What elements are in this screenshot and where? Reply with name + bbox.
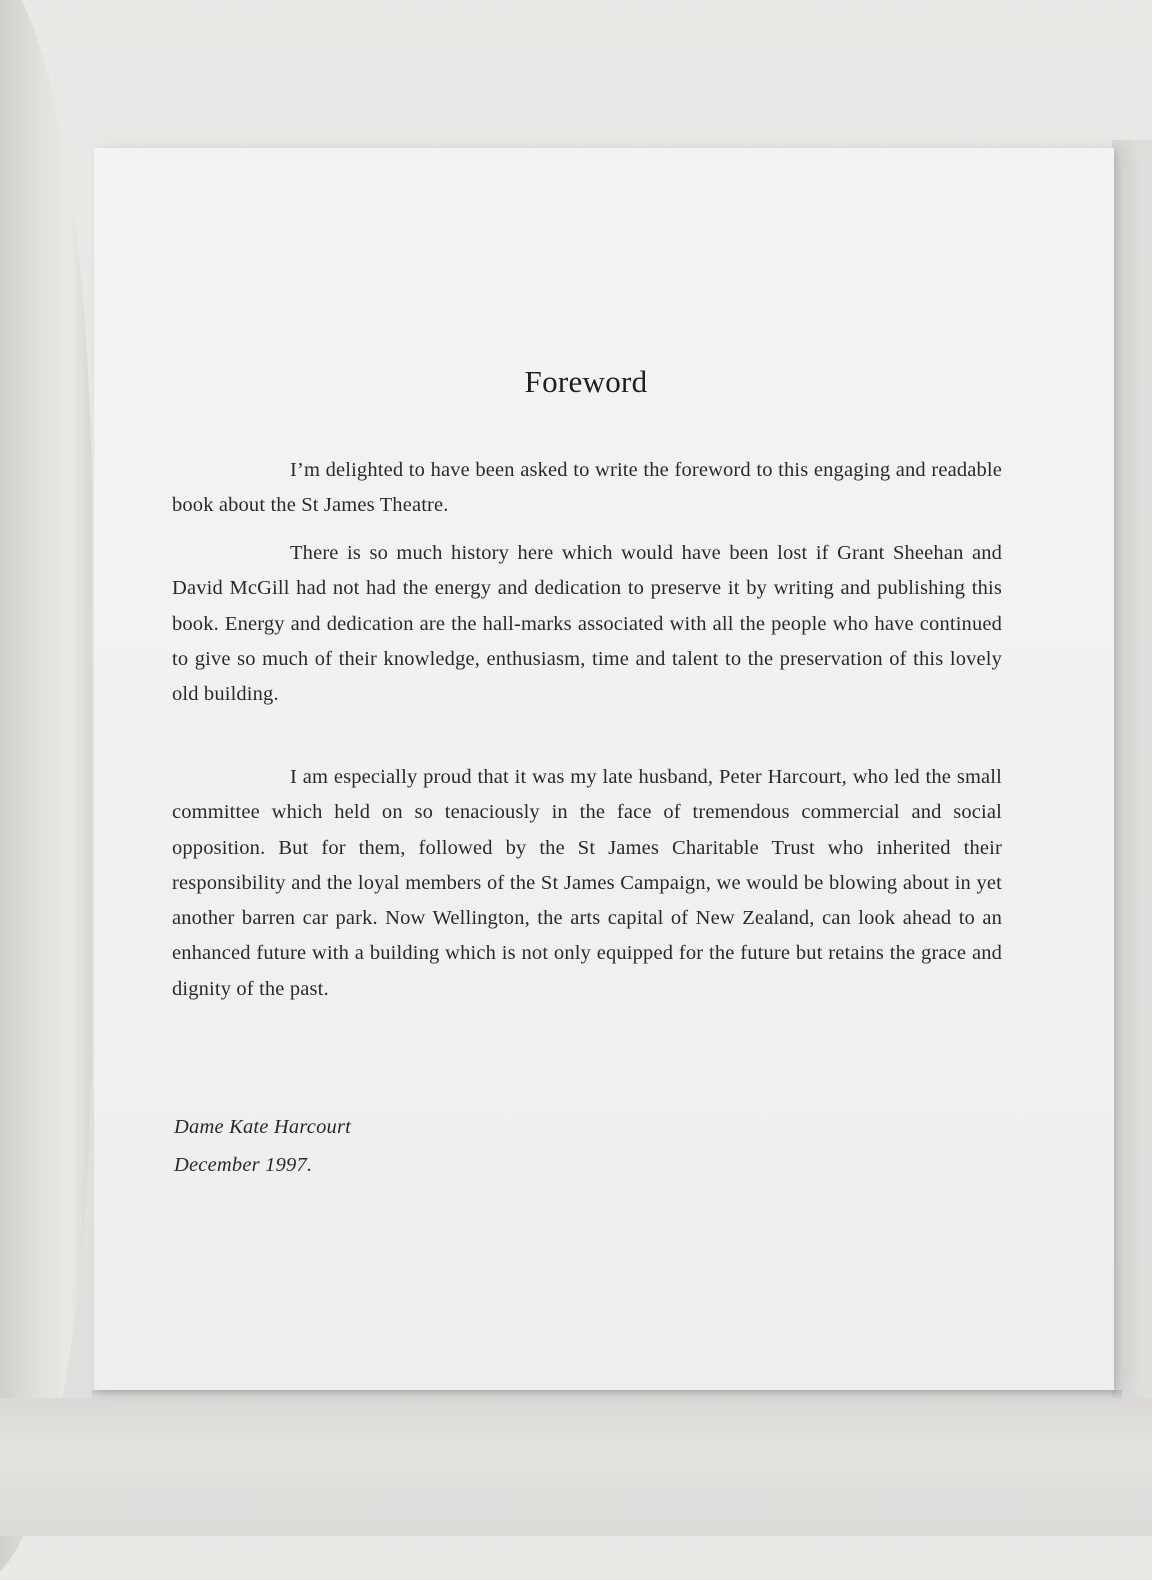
signature-name: Dame Kate Harcourt (174, 1116, 352, 1138)
shelf-surface (0, 1398, 1152, 1536)
paragraph-3: I am especially proud that it was my late husband, Peter Harcourt, who led the small committee which held on so tenaciously in the face of tremendous commercial and social opposition. But for them, followed by the St James Charitable Trust who inherited their responsibility and the loyal members of the St James Campaign, we would be blowing about in yet another barren car park. Now Wellington, the arts capital of New Zealand, can look ahead to an enhanced future with a building which is not only equipped for the future but retains the grace and dignity of the past. (172, 766, 1002, 1000)
page-title: Foreword (524, 364, 648, 399)
paragraph-1: I’m delighted to have been asked to write the foreword to this engaging and readable book about the St James Theatre. (172, 459, 1002, 517)
left-curled-page (0, 0, 92, 1580)
paragraph-2: There is so much history here which would have been lost if Grant Sheehan and David McGill had not had the energy and dedication to preserve it by writing and publishing this book. Energy and dedication are the hall-marks associated with all the people who have continued to give so much of their knowledge, enthusiasm, time and talent to the preservation of this lovely old building. (172, 542, 1002, 706)
background-wall (1112, 140, 1152, 1400)
signature-date: December 1997. (174, 1154, 313, 1176)
page-shadow (92, 1390, 1122, 1400)
